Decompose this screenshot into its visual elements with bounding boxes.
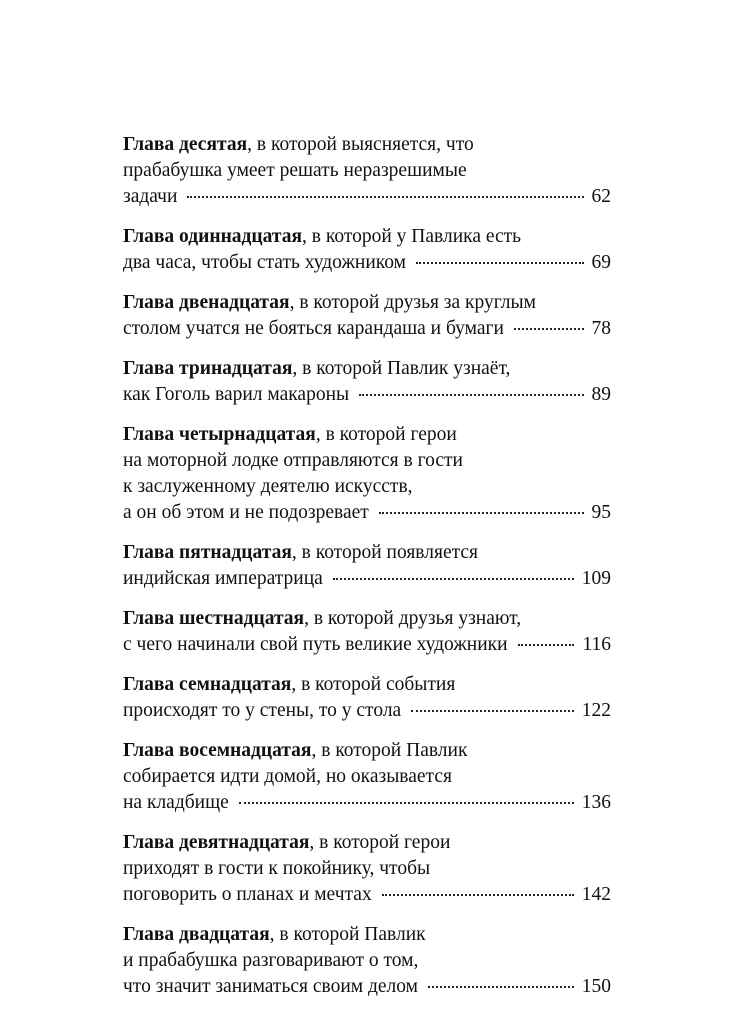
toc-last-line: [123, 184, 611, 210]
toc-last-line: [123, 882, 611, 908]
toc-first-line: [123, 422, 611, 448]
chapter-description: , в которой Павлик: [269, 924, 426, 945]
chapter-description: , в которой герои: [315, 424, 457, 445]
dot-leader: [187, 196, 583, 198]
dot-leader: [428, 986, 574, 988]
toc-line: собирается идти домой, но оказывается: [123, 766, 452, 787]
toc-line: и прабабушка разговаривают о том,: [123, 950, 419, 971]
toc-entry: [123, 356, 611, 408]
chapter-title: Глава двадцатая: [123, 924, 270, 945]
chapter-description: , в которой друзья за круглым: [289, 292, 536, 313]
toc-last-line: [123, 790, 611, 816]
dot-leader: [382, 894, 574, 896]
chapter-title: Глава семнадцатая: [123, 674, 292, 695]
toc-last-text: а он об этом и не подозревает: [123, 502, 369, 523]
toc-last-line: [123, 316, 611, 342]
dot-leader: [359, 394, 583, 396]
toc-last-line: [123, 974, 611, 1000]
chapter-description: , в которой появляется: [291, 542, 478, 563]
toc-last-text: с чего начинали свой путь великие художники: [123, 634, 508, 655]
toc-entry: [123, 606, 611, 658]
chapter-title: Глава десятая: [123, 134, 248, 155]
page-number: 109: [581, 568, 611, 589]
page-number: 78: [591, 318, 611, 339]
table-of-contents: [123, 132, 611, 1014]
page-number: 95: [591, 502, 611, 523]
dot-leader: [333, 578, 574, 580]
toc-first-line: [123, 830, 611, 856]
toc-last-text: задачи: [123, 186, 178, 207]
chapter-title: Глава двенадцатая: [123, 292, 290, 313]
toc-last-text: как Гоголь варил макароны: [123, 384, 350, 405]
toc-last-line: [123, 500, 611, 526]
toc-entry: [123, 132, 611, 210]
toc-last-line: [123, 250, 611, 276]
page-number: 116: [582, 634, 611, 655]
chapter-title: Глава девятнадцатая: [123, 832, 310, 853]
chapter-description: , в которой события: [291, 674, 456, 695]
page-number: 136: [581, 792, 611, 813]
toc-entry: [123, 738, 611, 816]
toc-entry: [123, 830, 611, 908]
toc-first-line: [123, 606, 611, 632]
page-number: 69: [591, 252, 611, 273]
chapter-title: Глава одиннадцатая: [123, 226, 303, 247]
toc-first-line: [123, 224, 611, 250]
toc-line: к заслуженному деятелю искусств,: [123, 476, 413, 497]
chapter-title: Глава тринадцатая: [123, 358, 293, 379]
page-number: 150: [581, 976, 611, 997]
toc-last-text: на кладбище: [123, 792, 229, 813]
toc-last-line: [123, 382, 611, 408]
page-number: 62: [591, 186, 611, 207]
toc-last-line: [123, 698, 611, 724]
chapter-title: Глава шестнадцатая: [123, 608, 305, 629]
toc-first-line: [123, 132, 611, 158]
toc-first-line: [123, 290, 611, 316]
toc-first-line: [123, 356, 611, 382]
dot-leader: [411, 710, 574, 712]
toc-entry: [123, 922, 611, 1000]
chapter-title: Глава восемнадцатая: [123, 740, 312, 761]
toc-entry: [123, 672, 611, 724]
chapter-title: Глава пятнадцатая: [123, 542, 292, 563]
dot-leader: [239, 802, 574, 804]
toc-last-text: индийская императрица: [123, 568, 323, 589]
toc-entry: [123, 290, 611, 342]
toc-entry: [123, 540, 611, 592]
page-number: 142: [581, 884, 611, 905]
toc-last-line: [123, 566, 611, 592]
toc-last-text: что значит заниматься своим делом: [123, 976, 419, 997]
toc-last-line: [123, 632, 611, 658]
toc-first-line: [123, 540, 611, 566]
page-number: 89: [591, 384, 611, 405]
dot-leader: [518, 644, 575, 646]
toc-last-text: поговорить о планах и мечтах: [123, 884, 372, 905]
chapter-description: , в которой герои: [309, 832, 451, 853]
toc-line: прабабушка умеет решать неразрешимые: [123, 160, 467, 181]
toc-line: приходят в гости к покойнику, чтобы: [123, 858, 431, 879]
page-number: 122: [581, 700, 611, 721]
dot-leader: [416, 262, 584, 264]
chapter-description: , в которой выясняется, что: [247, 134, 474, 155]
chapter-description: , в которой Павлик узнаёт,: [292, 358, 511, 379]
toc-first-line: [123, 672, 611, 698]
toc-last-text: столом учатся не бояться карандаша и бумаги: [123, 318, 504, 339]
toc-first-line: [123, 922, 611, 948]
toc-last-text: происходят то у стены, то у стола: [123, 700, 402, 721]
dot-leader: [379, 512, 584, 514]
chapter-description: , в которой друзья узнают,: [304, 608, 522, 629]
chapter-description: , в которой Павлик: [311, 740, 468, 761]
toc-last-text: два часа, чтобы стать художником: [123, 252, 406, 273]
chapter-description: , в которой у Павлика есть: [302, 226, 522, 247]
dot-leader: [514, 328, 584, 330]
chapter-title: Глава четырнадцатая: [123, 424, 316, 445]
toc-entry: [123, 224, 611, 276]
toc-first-line: [123, 738, 611, 764]
toc-entry: [123, 422, 611, 526]
toc-line: на моторной лодке отправляются в гости: [123, 450, 463, 471]
